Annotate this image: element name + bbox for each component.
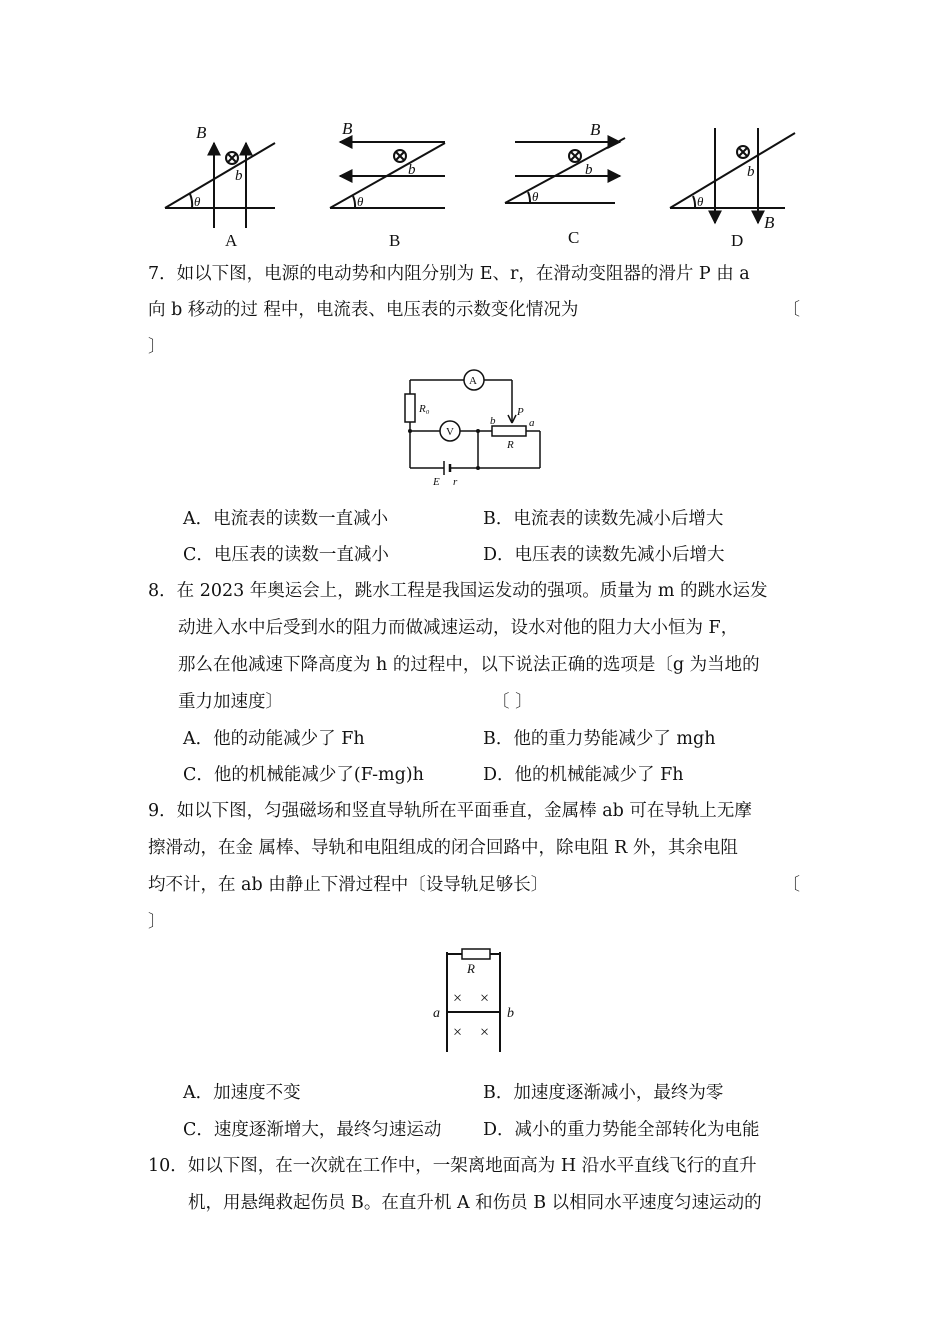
panel-d-rod-label: b [747, 164, 755, 180]
q8-bracket: 〔 〕 [492, 692, 533, 712]
internal-resistance-label: r [453, 476, 458, 488]
q8-line-3: 那么在他减速下降高度为 h 的过程中，以下说法正确的选项是〔g 为当地的 [178, 655, 760, 675]
panel-d-letter: D [731, 231, 744, 250]
q7-option-a: A．电流表的读数一直减小 [183, 509, 389, 529]
emf-label: E [433, 476, 440, 488]
q9-option-b: B．加速度逐渐减小，最终为零 [483, 1083, 724, 1103]
q7-line-1: 7．如以下图，电源的电动势和内阻分别为 E、r，在滑动变阻器的滑片 P 由 a [148, 264, 750, 284]
end-b-label: b [490, 415, 496, 427]
panel-d-angle: θ [697, 194, 704, 209]
figure-panels-top [150, 118, 800, 253]
q8-option-c: C．他的机械能减少了(F-mg)h [183, 765, 424, 785]
panel-c-b-label: B [590, 120, 601, 139]
q9-bracket-close: 〕 [148, 912, 166, 932]
q10-line-2: 机，用悬绳救起伤员 B。在直升机 A 和伤员 B 以相同水平速度匀速运动的 [188, 1193, 762, 1213]
slider-label: P [517, 406, 524, 418]
q8-option-d: D．他的机械能减少了 Fh [483, 765, 684, 785]
q7-bracket-close: 〕 [148, 337, 166, 357]
q7-circuit-diagram [402, 368, 547, 490]
q9-line-3: 均不计，在 ab 由静止下滑过程中〔设导轨足够长〕 [148, 875, 549, 895]
q8-line-1: 8．在 2023 年奥运会上，跳水工程是我国运发动的强项。质量为 m 的跳水运发 [148, 581, 768, 601]
q8-line-2: 动进入水中后受到水的阻力而做减速运动，设水对他的阻力大小恒为 F， [178, 618, 739, 638]
panel-c-letter: C [568, 228, 580, 247]
q9-line-2: 擦滑动，在金 属棒、导轨和电阻组成的闭合回路中，除电阻 R 外，其余电阻 [148, 838, 738, 858]
rod-right-label: b [507, 1006, 514, 1021]
q9-option-d: D．减小的重力势能全部转化为电能 [483, 1120, 760, 1140]
q9-option-a: A．加速度不变 [183, 1083, 301, 1103]
panel-a-b-label: B [196, 123, 207, 142]
q8-option-b: B．他的重力势能减少了 mgh [483, 729, 716, 749]
panel-c [505, 138, 625, 203]
q8-option-a: A．他的动能减少了 Fh [183, 729, 365, 749]
panel-c-angle: θ [532, 189, 539, 204]
panel-b [330, 142, 445, 208]
panel-c-rod-label: b [585, 162, 593, 178]
rheostat-label: R [507, 439, 514, 451]
q7-bracket-open: 〔 [782, 300, 800, 320]
panel-b-letter: B [389, 231, 401, 250]
panel-b-angle: θ [357, 194, 364, 209]
resistor-label: R [467, 961, 475, 976]
panel-a-rod-label: b [235, 168, 243, 184]
q7-option-b: B．电流表的读数先减小后增大 [483, 509, 724, 529]
panel-d [670, 128, 795, 223]
panel-a-letter: A [225, 231, 238, 250]
panel-a [165, 143, 275, 228]
q9-bracket-open: 〔 [782, 875, 800, 895]
panel-a-angle: θ [194, 194, 201, 209]
q10-line-1: 10．如以下图，在一次就在工作中，一架离地面高为 H 沿水平直线飞行的直升 [148, 1156, 757, 1176]
q9-rail-diagram [430, 944, 525, 1059]
r0-label: R₀ [419, 403, 430, 415]
ammeter-label: A [469, 375, 477, 387]
panel-b-rod-label: b [408, 162, 416, 178]
q7-option-c: C．电压表的读数一直减小 [183, 545, 389, 565]
field-cross-2: × [480, 990, 490, 1007]
panel-b-b-label: B [342, 119, 353, 138]
field-cross-3: × [453, 1024, 463, 1041]
end-a-label: a [529, 417, 535, 429]
q7-line-2: 向 b 移动的过 程中，电流表、电压表的示数变化情况为 [148, 300, 579, 320]
q9-line-1: 9．如以下图，匀强磁场和竖直导轨所在平面垂直，金属棒 ab 可在导轨上无摩 [148, 801, 752, 821]
field-cross-1: × [453, 990, 463, 1007]
rod-left-label: a [433, 1006, 440, 1021]
q8-line-4: 重力加速度〕 [178, 692, 283, 712]
q7-option-d: D．电压表的读数先减小后增大 [483, 545, 725, 565]
field-cross-4: × [480, 1024, 490, 1041]
voltmeter-label: V [446, 426, 454, 438]
q9-option-c: C．速度逐渐增大，最终匀速运动 [183, 1120, 442, 1140]
panel-d-b-label: B [764, 213, 775, 232]
